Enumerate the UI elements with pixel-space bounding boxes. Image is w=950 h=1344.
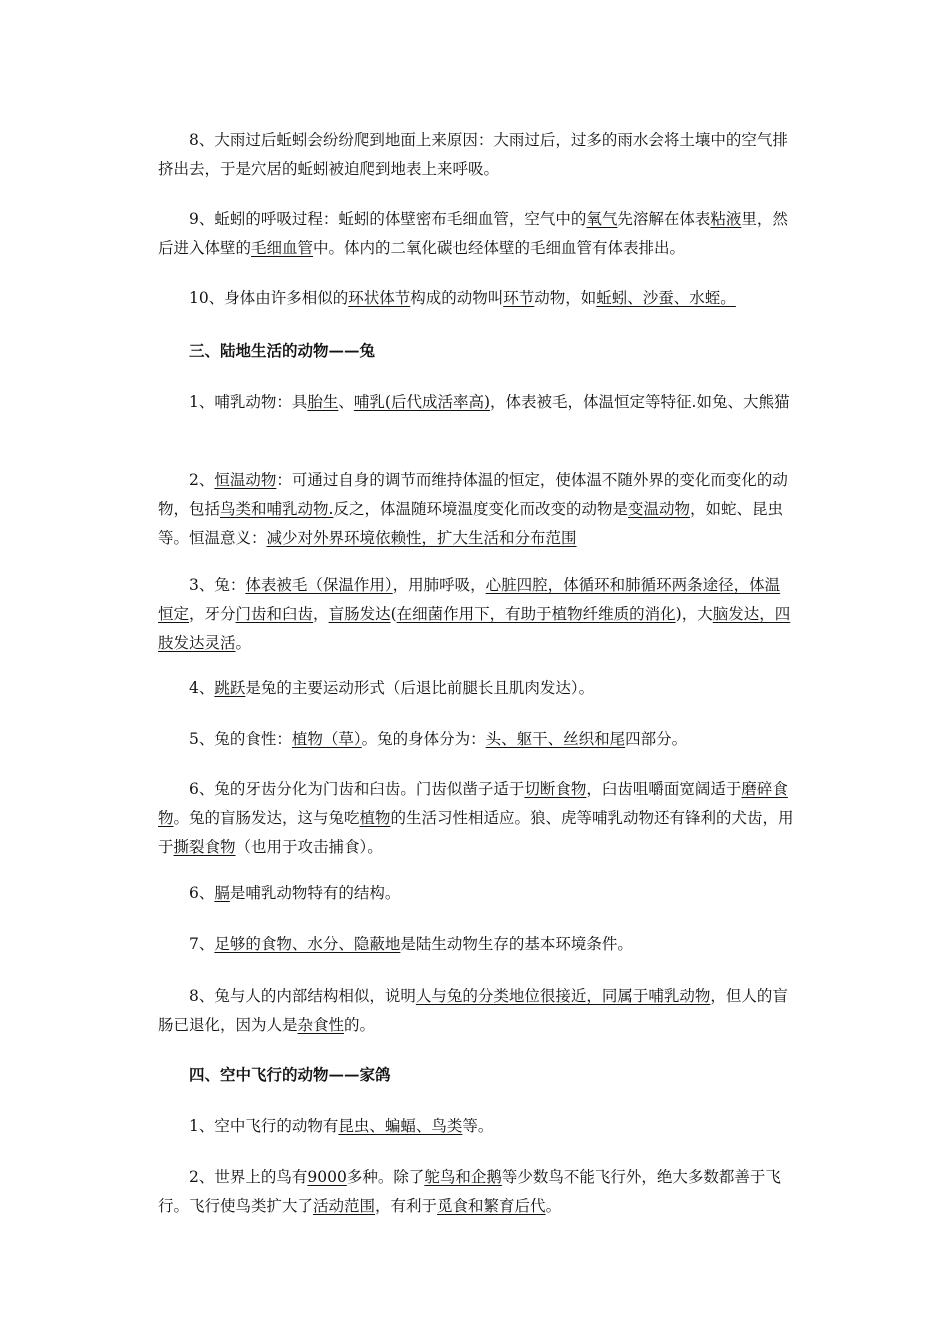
underlined-term: 磨碎食物 (158, 780, 788, 827)
text-segment: 等。 (462, 1117, 494, 1135)
text-segment: 6、 (189, 884, 215, 902)
paragraph-birds (158, 1163, 794, 1221)
paragraph-diaphragm (158, 879, 794, 908)
underlined-term: 减少对外界环境依赖性，扩大生活和分布范围 (266, 529, 577, 547)
underlined-term: 氧气 (586, 210, 618, 228)
text-segment: 多种。除了 (346, 1168, 425, 1186)
paragraph-diet (158, 725, 794, 754)
text-segment: 的。 (344, 1016, 376, 1034)
text-segment: 9、蚯蚓的呼吸过程：蚯蚓的体壁密布毛细血管，空气中的 (189, 210, 587, 228)
text-segment: 构成的动物叫 (410, 289, 504, 307)
underlined-term: 盲肠发达 (328, 605, 391, 623)
underlined-term: 撕裂食物 (173, 838, 236, 856)
text-segment: 是兔的主要运动形式（后退比前腿长且肌肉发达）。 (245, 679, 595, 697)
text-segment: 动物，如 (534, 289, 597, 307)
text-segment: 里，然后进入体壁的 (158, 210, 788, 257)
text-segment: 8、兔与人的内部结构相似，说明 (189, 987, 416, 1005)
underlined-term: 活动范围 (313, 1197, 376, 1215)
text-segment: 2、世界上的鸟有 (189, 1168, 308, 1186)
text-segment: 。 (235, 634, 252, 652)
underlined-term: 蚯蚓、沙蚕、水蛭。 (596, 289, 736, 307)
paragraph-conditions (158, 930, 794, 959)
underlined-term: 切断食物 (524, 780, 587, 798)
paragraph-mammals (158, 388, 794, 417)
text-segment: 。兔的身体分为： (361, 730, 486, 748)
heading-text: 三、陆地生活的动物——兔 (189, 341, 376, 360)
text-segment: 。 (545, 1197, 562, 1215)
text-segment: ：可通过自身的调节而维持体温的恒定，使体温不随外界的变化而变化的动物，包括 (158, 471, 788, 518)
underlined-term: 植物 (359, 809, 391, 827)
underlined-term: 哺乳(后代成活率高) (353, 393, 491, 411)
text-segment: 6、兔的牙齿分化为门齿和臼齿。门齿似凿子适于 (189, 780, 525, 798)
underlined-term: 粘液 (710, 210, 742, 228)
underlined-term: 跳跃 (214, 679, 246, 697)
paragraph-jumping (158, 674, 794, 703)
text-segment: ，但人的盲肠已退化，因为人是 (158, 987, 788, 1034)
text-segment: 2、 (189, 471, 215, 489)
text-segment: ( (390, 605, 397, 623)
underlined-term: 9000 (307, 1168, 347, 1186)
underlined-term: 恒温动物 (214, 471, 277, 489)
underlined-term: 变温动物 (627, 500, 690, 518)
underlined-term: 脑发达，四肢发达灵活 (158, 605, 791, 652)
paragraph-text: 8、大雨过后蚯蚓会纷纷爬到地面上来原因：大雨过后，过多的雨水会将土壤中的空气排挤出去，于是穴居的蚯蚓被迫爬到地表上来呼吸。 (158, 131, 788, 178)
text-segment: 7、 (189, 935, 215, 953)
text-segment: 中。体内的二氧化碳也经体壁的毛细血管有体表排出。 (313, 239, 686, 257)
underlined-term: 足够的食物、水分、隐蔽地 (214, 935, 401, 953)
text-segment: 1、空中飞行的动物有 (189, 1117, 339, 1135)
paragraph-rabbit (158, 571, 794, 658)
text-segment: 等少数鸟不能飞行外，绝大多数都善于飞行。飞行使鸟类扩大了 (158, 1168, 781, 1215)
underlined-term: 毛细血管 (251, 239, 314, 257)
paragraph-warm-blooded (158, 466, 794, 553)
paragraph-flyers (158, 1112, 794, 1141)
underlined-term: 门齿和臼齿 (235, 605, 314, 623)
section-heading-land-animals (158, 336, 794, 365)
underlined-term: 觅食和繁育后代 (437, 1197, 546, 1215)
text-segment: 1、哺乳动物：具 (189, 393, 308, 411)
text-segment: 10、身体由许多相似的 (189, 289, 349, 307)
text-segment: 反之，体温随环境温度变化而改变的动物是 (333, 500, 628, 518)
text-segment: （也用于攻击捕食）。 (235, 838, 383, 856)
text-segment: ， (313, 605, 329, 623)
paragraph-human-rabbit (158, 982, 794, 1040)
underlined-term: 头、躯干、丝织和尾 (485, 730, 626, 748)
underlined-term: 环状体节 (348, 289, 411, 307)
paragraph-teeth (158, 775, 794, 862)
text-segment: 是哺乳动物特有的结构。 (229, 884, 401, 902)
paragraph-earthworm-rain (158, 126, 794, 184)
text-segment: 是陆生动物生存的基本环境条件。 (400, 935, 633, 953)
underlined-term: 在细菌作用下，有助于植物纤维质的消化 (396, 605, 676, 623)
text-segment: 5、兔的食性： (189, 730, 292, 748)
text-segment: ，臼齿咀嚼面宽阔适于 (586, 780, 742, 798)
text-segment: ，如蛇、昆虫等。恒温意义： (158, 500, 783, 547)
underlined-term: 膈 (214, 884, 230, 902)
text-segment: 4、 (189, 679, 215, 697)
underlined-term: 人与兔的分类地位很接近，同属于哺乳动物 (415, 987, 711, 1005)
text-segment: 。兔的盲肠发达，这与兔吃 (173, 809, 360, 827)
text-segment: 3、兔： (189, 576, 246, 594)
text-segment: 、 (338, 393, 354, 411)
text-segment: 的生活习性相适应。狼、虎等哺乳动物还有锋利的犬齿，用于 (158, 809, 794, 856)
section-heading-flying-animals (158, 1060, 794, 1089)
paragraph-earthworm-breathing (158, 205, 794, 263)
underlined-term: 胎生 (307, 393, 339, 411)
text-segment: ，用肺呼吸， (392, 576, 486, 594)
paragraph-annelids (158, 284, 794, 313)
heading-text: 四、空中飞行的动物——家鸽 (189, 1065, 391, 1084)
underlined-term: 植物（草） (291, 730, 362, 748)
text-segment: ，有利于 (375, 1197, 438, 1215)
underlined-term: 鸵鸟和企鹅 (424, 1168, 502, 1186)
underlined-term: 心脏四腔，体循环和肺循环两条途径，体温恒定 (158, 576, 781, 623)
text-segment: ，体表被毛，体温恒定等特征.如兔、大熊猫 (490, 393, 790, 411)
text-segment: 四部分。 (625, 730, 688, 748)
text-segment: 先溶解在体表 (617, 210, 711, 228)
text-segment: )，大 (675, 605, 713, 623)
underlined-term: 体表被毛（保温作用） (245, 576, 393, 594)
underlined-term: 昆虫、蝙蝠、鸟类 (338, 1117, 463, 1135)
underlined-term: 鸟类和哺乳动物. (220, 500, 334, 518)
underlined-term: 环节 (503, 289, 535, 307)
text-segment: ，牙分 (189, 605, 236, 623)
underlined-term: 杂食性 (297, 1016, 345, 1034)
